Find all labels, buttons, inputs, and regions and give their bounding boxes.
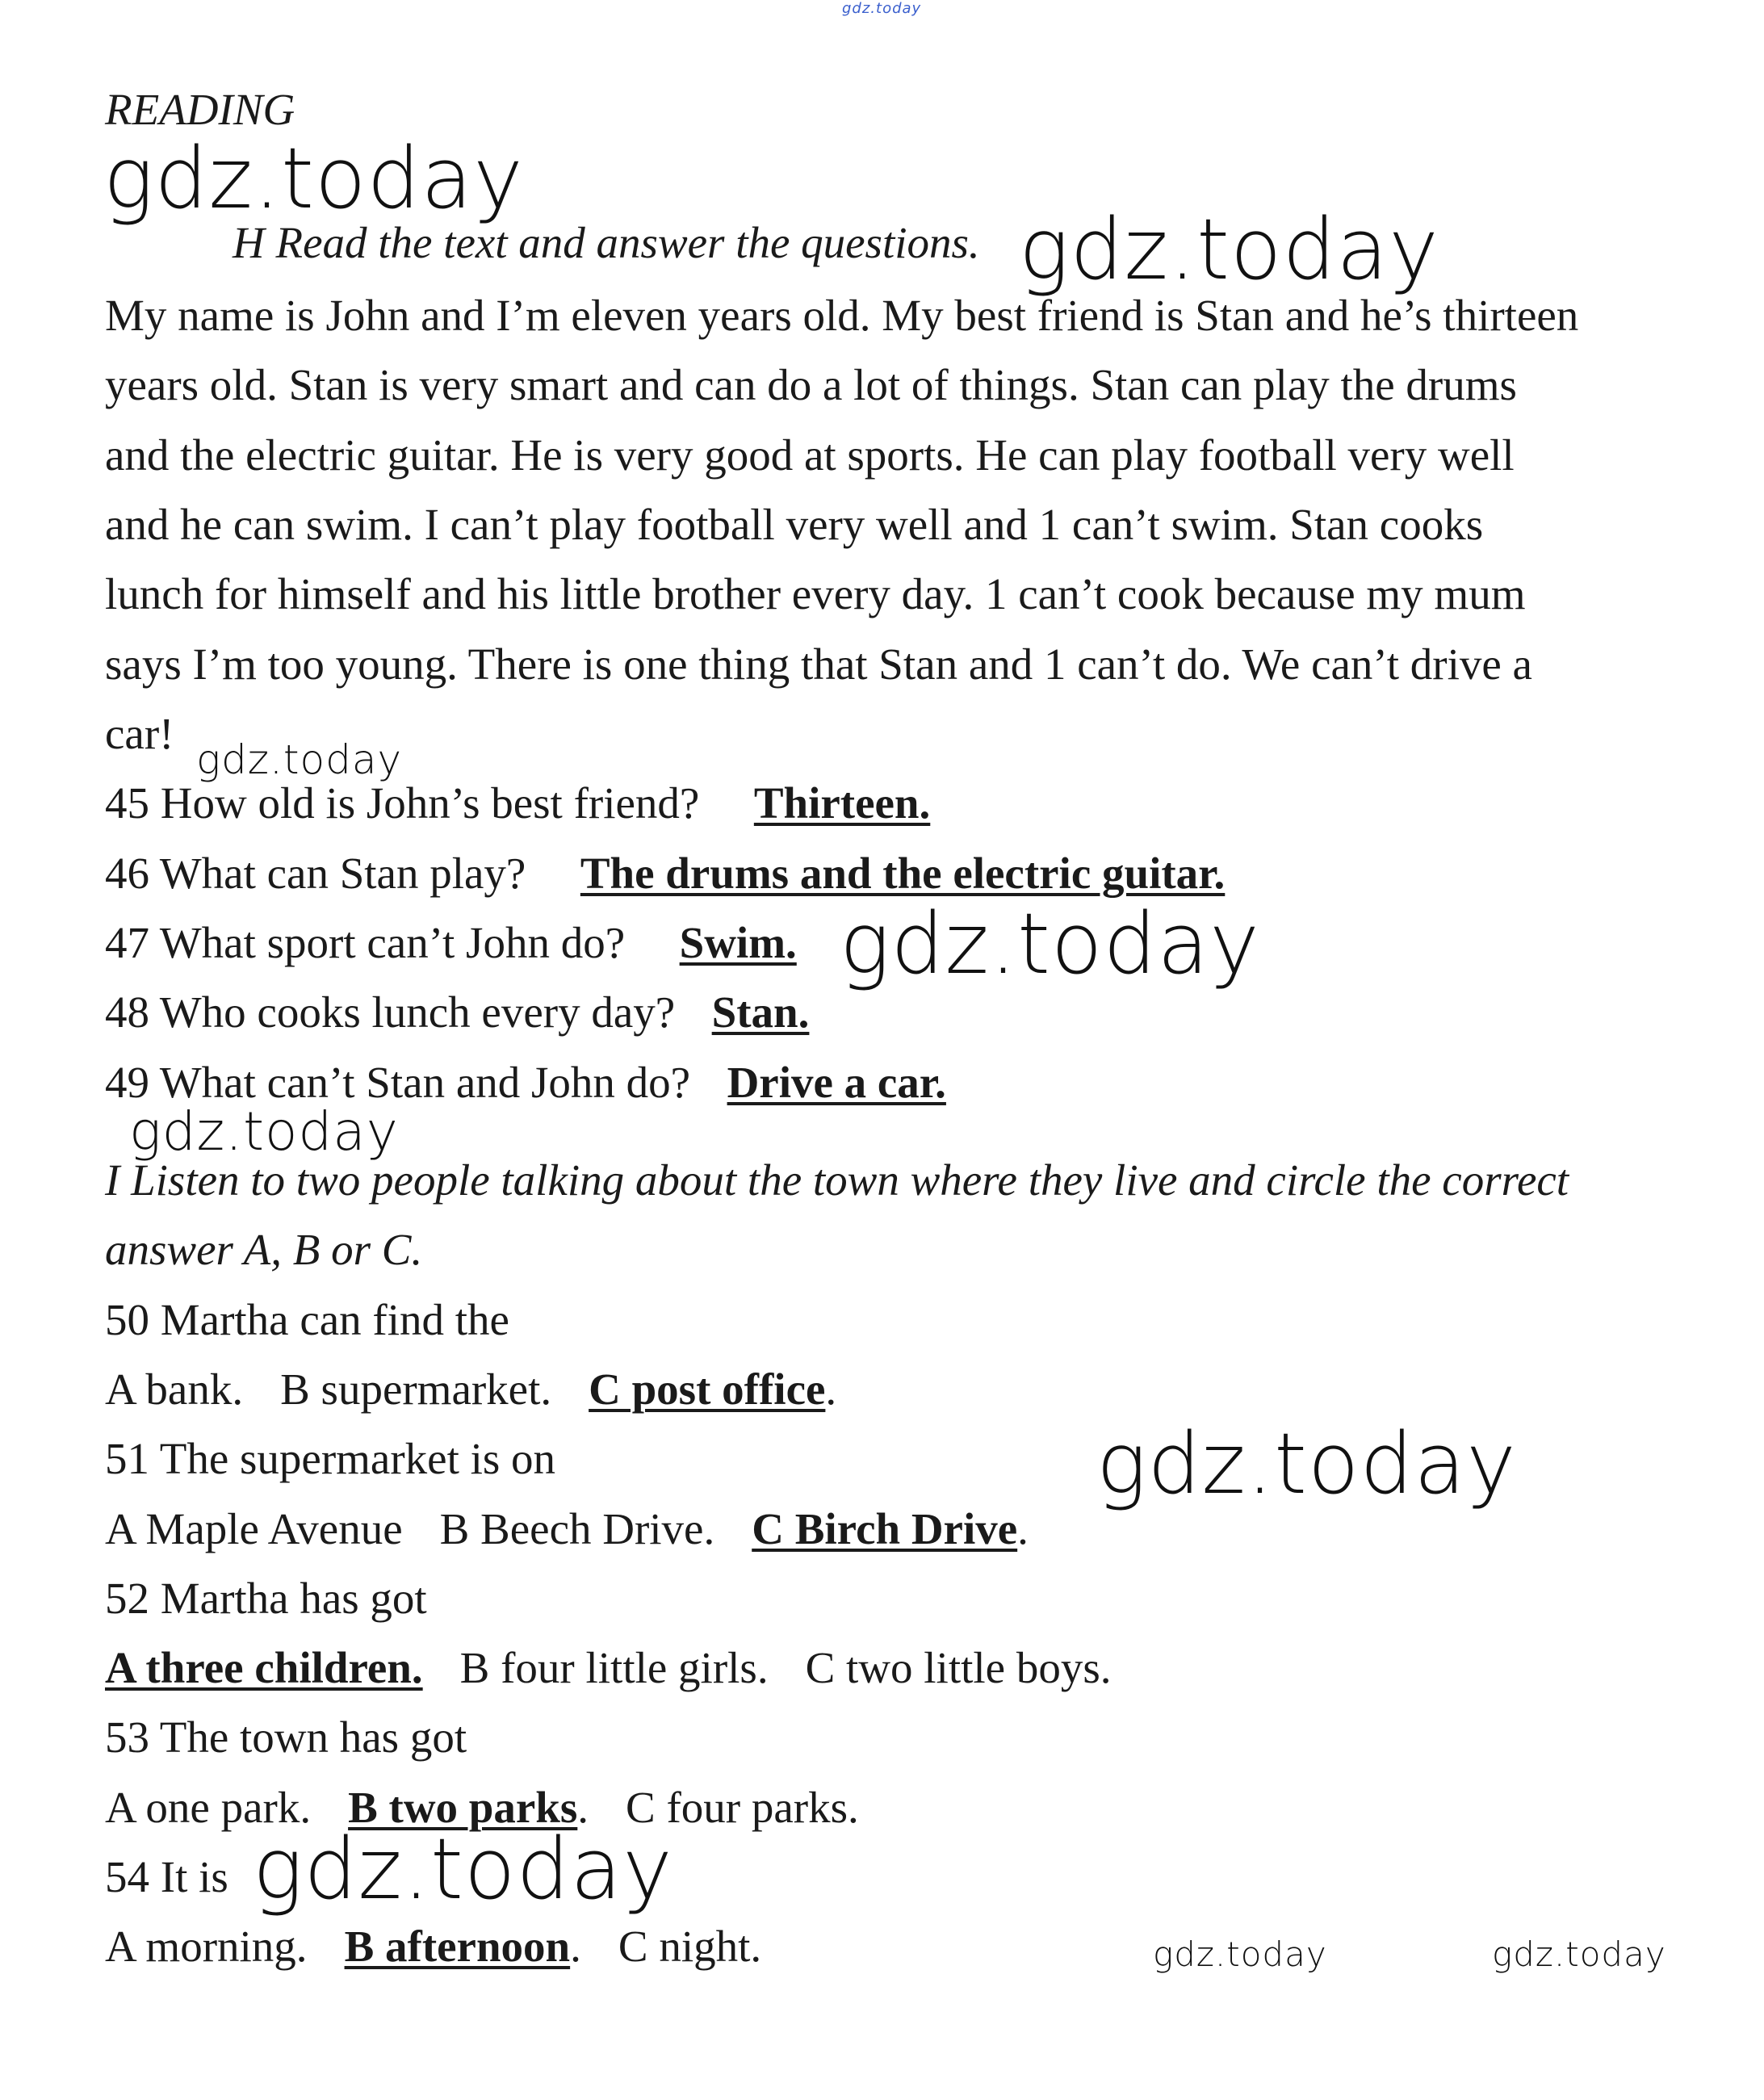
option-a[interactable]: A one park. (105, 1783, 312, 1832)
option-b[interactable]: B supermarket. (280, 1364, 552, 1414)
passage-line: years old. Stan is very smart and can do a lot of things. Stan can play the drums (105, 360, 1517, 409)
watermark: gdz.today (1096, 1415, 1517, 1513)
passage-line: says I’m too young. There is one thing that Stan and 1 can’t do. We can’t drive a (105, 639, 1532, 689)
mc-stem: 54 It is (105, 1852, 228, 1901)
question-answer: The drums and the electric guitar. (580, 849, 1226, 898)
watermark: gdz.today (103, 129, 524, 228)
watermark: gdz.today (129, 1100, 399, 1163)
question-answer: Stan. (711, 987, 810, 1037)
watermark: gdz.today (1492, 1934, 1666, 1974)
option-c-selected[interactable]: C Birch Drive. (752, 1504, 1029, 1553)
question-answer: Drive a car. (727, 1058, 946, 1107)
question-text: What can’t Stan and John do? (159, 1058, 691, 1107)
passage-line: car! (105, 709, 174, 758)
question-number: 48 (105, 987, 149, 1037)
option-b-selected[interactable]: B afternoon. (344, 1922, 581, 1971)
question-row (105, 849, 1226, 898)
question-text: What sport can’t John do? (159, 918, 626, 967)
mc-stem: 52 Martha has got (105, 1574, 427, 1623)
mc-options (105, 1645, 1111, 1690)
header-site-mark: gdz.today (842, 0, 922, 17)
option-b[interactable]: B Beech Drive. (439, 1504, 715, 1553)
option-c[interactable]: C night. (618, 1922, 762, 1971)
watermark: gdz.today (253, 1820, 673, 1918)
mc-stem: 51 The supermarket is on (105, 1434, 556, 1483)
question-answer: Swim. (679, 918, 797, 967)
passage-line: and the electric guitar. He is very good at sports. He can play football very well (105, 430, 1515, 480)
task-i-instruction-line2: answer A, B or C. (105, 1225, 423, 1274)
question-number: 49 (105, 1058, 149, 1107)
mc-options (105, 1922, 762, 1971)
task-i-instruction-line1: I Listen to two people talking about the town where they live and circle the correct (105, 1155, 1569, 1205)
option-a[interactable]: A Maple Avenue (105, 1504, 403, 1553)
question-text: How old is John’s best friend? (160, 778, 700, 828)
option-b-selected[interactable]: B two parks. (348, 1783, 589, 1832)
watermark: gdz.today (840, 895, 1260, 993)
watermark: gdz.today (1153, 1934, 1327, 1974)
question-row (105, 920, 797, 965)
passage-line: lunch for himself and his little brother every day. 1 can’t cook because my mum (105, 569, 1526, 618)
question-number: 46 (105, 849, 149, 898)
mc-stem: 53 The town has got (105, 1712, 467, 1762)
question-row (105, 987, 810, 1037)
option-a-selected[interactable]: A three children. (105, 1643, 423, 1692)
passage-line: My name is John and I’m eleven years old. My best friend is Stan and he’s thirteen (105, 291, 1579, 340)
mc-stem: 50 Martha can find the (105, 1295, 509, 1344)
question-answer: Thirteen. (753, 778, 931, 828)
option-c[interactable]: C two little boys. (805, 1643, 1112, 1692)
option-c-selected[interactable]: C post office. (589, 1364, 837, 1414)
watermark: gdz.today (196, 736, 403, 783)
option-b[interactable]: B four little girls. (459, 1643, 769, 1692)
option-c[interactable]: C four parks. (626, 1783, 859, 1832)
question-number: 45 (105, 778, 149, 828)
option-a[interactable]: A bank. (105, 1364, 244, 1414)
task-h-instruction: H Read the text and answer the questions. (233, 218, 980, 267)
watermark: gdz.today (1019, 200, 1439, 299)
option-a[interactable]: A morning. (105, 1922, 308, 1971)
question-row (105, 778, 931, 828)
section-title: READING (105, 85, 295, 134)
question-number: 47 (105, 918, 149, 967)
question-text: What can Stan play? (159, 849, 526, 898)
mc-options (105, 1504, 1029, 1553)
question-row (105, 1058, 946, 1107)
passage-line: and he can swim. I can’t play football very well and 1 can’t swim. Stan cooks (105, 500, 1484, 549)
mc-options (105, 1364, 837, 1414)
question-text: Who cooks lunch every day? (159, 987, 676, 1037)
